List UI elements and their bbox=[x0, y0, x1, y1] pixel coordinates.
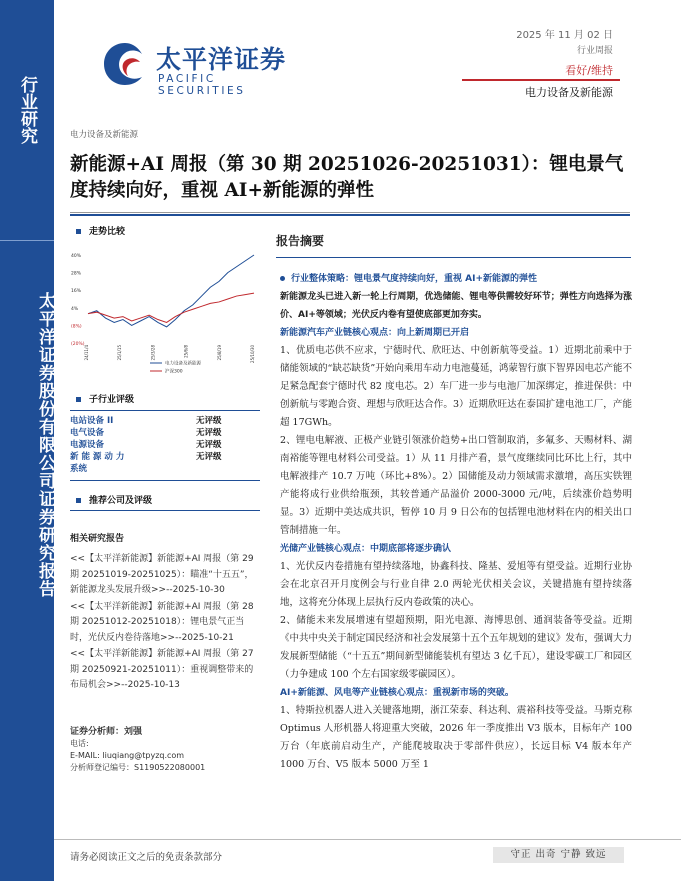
footer-disclaimer: 请务必阅读正文之后的免责条款部分 bbox=[70, 852, 223, 863]
related-reports-list bbox=[70, 552, 260, 695]
summary-heading: AI+新能源、风电等产业链核心观点：重视新市场的突破。 bbox=[280, 688, 514, 698]
y-axis-ticks bbox=[71, 253, 85, 347]
investment-rating: 看好/维持 bbox=[565, 64, 613, 77]
x-tick-label: 25/1/15 bbox=[117, 345, 123, 361]
chart-legend bbox=[150, 360, 201, 375]
footer-motto: 守正 出奇 宁静 致远 bbox=[493, 847, 624, 863]
title-rule bbox=[70, 212, 630, 213]
logo-name-cn: 太平洋证券 bbox=[156, 45, 287, 74]
legend-label: 沪深300 bbox=[165, 369, 183, 375]
x-tick-label: 25/8/19 bbox=[216, 345, 222, 361]
y-tick-label: (20%) bbox=[71, 342, 85, 347]
logo-name-en: PACIFIC SECURITIES bbox=[158, 73, 246, 97]
x-tick-label: 25/6/8 bbox=[183, 345, 189, 358]
analyst-name: 证券分析师：刘强 bbox=[70, 727, 143, 737]
summary-heading: 新能源汽车产业链核心观点：向上新周期已开启 bbox=[280, 328, 470, 338]
company-logo bbox=[100, 38, 300, 98]
header-red-rule bbox=[462, 79, 620, 81]
analyst-info bbox=[70, 726, 270, 774]
industry-row: 电站设备 II 无评级 bbox=[70, 416, 222, 426]
title-rule-thick bbox=[70, 214, 630, 216]
summary-paragraph: 1、优质电芯供不应求，宁德时代、欣旺达、中创新航等受益。1）近期北前乘中于储能领域的“缺芯缺货”开始向乘用车动力电池蔓延，鸿蒙智行旗下智界因电芯产能不足紧急配套宁德时代 82 度电芯。2）车厂进一步与电池厂加深绑定，推进保供：中创新航与零跑合资、理想与欣旺达合作。3）近期欣旺达在泰国扩建电池工厂，产能超 17GWh。 bbox=[280, 345, 632, 428]
summary-heading: 行业整体策略：锂电景气度持续向好，重视 AI+新能源的弹性 bbox=[280, 270, 632, 288]
x-tick-label: 24/11/4 bbox=[84, 345, 89, 361]
footer-rule bbox=[54, 839, 681, 840]
industry-row: 电源设备 无评级 bbox=[70, 440, 222, 450]
x-tick-label: 25/3/28 bbox=[150, 345, 156, 361]
related-report-link[interactable]: <<【太平洋新能源】新能源+AI 周报（第 29 期 20251019-20251025）：瞄准“十五五”，新能源龙头发展升级>>--2025-10-30 bbox=[70, 554, 254, 595]
stock-section-heading: 推荐公司及评级 bbox=[76, 493, 152, 506]
summary-body bbox=[280, 270, 632, 774]
bullet-icon bbox=[280, 276, 285, 281]
summary-paragraph: 1、光伏反内卷措施有望持续落地，协鑫科技、隆基、爱旭等有望受益。近期行业协会在北京召开月度例会与行业自律 2.0 两轮光伏相关会议，关键措施有望持续落地，这将充分体现上层执行反内卷政策的决心。 bbox=[280, 561, 632, 608]
report-type: 行业周报 bbox=[576, 46, 613, 56]
y-tick-label: 40% bbox=[71, 254, 82, 259]
industry-rating-table bbox=[70, 415, 260, 475]
series-line bbox=[88, 255, 254, 327]
summary-paragraph: 2、储能未来发展增速有望超预期，阳光电源、海博思创、通润装备等受益。近期《中共中央关于制定国民经济和社会发展第十五个五年规划的建议》发布，强调大力发展新型储能（“十五五”期间新型储能装机有望达 3 亿千瓦），建设零碳工厂和园区（力争建成 100 个左右国家级零碳园区）。 bbox=[280, 615, 632, 680]
trend-chart bbox=[70, 245, 260, 380]
summary-paragraph: 1、特斯拉机器人进入关键落地期，浙江荣泰、科达利、震裕科技等受益。马斯克称 Optimus 人形机器人将迎重大突破，2026 年一季度推出 V3 版本，目标年产 100 万台（年底前启动生产，产能爬坡取决于零部件供应），长远目标 V4 版本年产 1000 万台、V5 版本 5000 万至 1 bbox=[280, 705, 632, 770]
industry-section-heading: 子行业评级 bbox=[76, 392, 134, 405]
industry-rule-bottom bbox=[70, 480, 260, 481]
trend-section-heading: 走势比较 bbox=[76, 224, 125, 237]
legend-label: 电力设备及新能源 bbox=[165, 361, 201, 367]
header-sector: 电力设备及新能源 bbox=[525, 86, 613, 99]
section-square-icon bbox=[76, 397, 81, 402]
report-date: 2025 年 11 月 02 日 bbox=[516, 30, 613, 41]
analyst-license: 分析师登记编号：S1190522080001 bbox=[70, 763, 206, 772]
y-tick-label: 4% bbox=[71, 306, 79, 312]
report-title: 新能源+AI 周报（第 30 期 20251026-20251031）：锂电景气度持续向好，重视 AI+新能源的弹性 bbox=[70, 154, 624, 201]
industry-rule-top bbox=[70, 410, 260, 411]
sidebar-company-label: 太平洋证券股份有限公司证券研究报告 bbox=[35, 292, 55, 598]
summary-heading: 光储产业链核心观点：中期底部将逐步确认 bbox=[280, 544, 452, 554]
industry-row: 电气设备 无评级 bbox=[70, 428, 222, 438]
section-square-icon bbox=[76, 229, 81, 234]
sidebar-divider bbox=[0, 240, 54, 241]
y-tick-label: 28% bbox=[71, 271, 82, 277]
y-tick-label: 16% bbox=[71, 289, 82, 295]
sector-label: 电力设备及新能源 bbox=[70, 130, 139, 140]
stock-rule bbox=[70, 510, 260, 511]
analyst-email: E-MAIL: liuqiang@tpyzq.com bbox=[70, 751, 185, 760]
section-square-icon bbox=[76, 498, 81, 503]
y-tick-label: (8%) bbox=[71, 324, 82, 330]
sidebar-report-category: 行业研究 bbox=[17, 76, 37, 144]
related-reports-title: 相关研究报告 bbox=[70, 534, 125, 544]
x-tick-label: 25/10/30 bbox=[250, 345, 255, 363]
summary-paragraph: 2、锂电电解液、正极产业链引领涨价趋势+出口管制取消，多氟多、天赐材料、湖南裕能等锂电材料公司受益。1）从 11 月排产看，景气度继续同比环比上行，其中电解液排产 10.7 万吨（环比+8%）。2）国储能及动力领域需求激增，高压实铁锂产能将成行业供给瓶颈，其较普通产品溢价 2000-3000 元/吨，后续涨价趋势明显。3）近期中美达成共识，暂停 10 月 9 日公布的包括锂电池材料在内的相关出口管制措施一年。 bbox=[280, 435, 632, 536]
logo-emblem-icon bbox=[100, 40, 150, 90]
summary-title: 报告摘要 bbox=[276, 234, 325, 248]
series-line bbox=[88, 293, 254, 322]
summary-rule bbox=[276, 257, 631, 258]
x-axis-ticks bbox=[84, 345, 255, 363]
summary-paragraph: 新能源龙头已进入新一轮上行周期，优选储能、锂电等供需较好环节；弹性方向选择为涨价、AI+等领域；光伏反内卷有望使底部更加夯实。 bbox=[280, 292, 632, 320]
related-report-link[interactable]: <<【太平洋新能源】新能源+AI 周报（第 27 期 20250921-20251011）：重视调整带来的布局机会>>--2025-10-13 bbox=[70, 649, 254, 690]
analyst-phone: 电话: bbox=[70, 739, 89, 748]
chart-series bbox=[88, 255, 254, 327]
related-report-link[interactable]: <<【太平洋新能源】新能源+AI 周报（第 28 期 20251012-20251018）：锂电景气正当时，光伏反内卷待落地>>--2025-10-21 bbox=[70, 601, 254, 643]
industry-row: 系统 bbox=[70, 464, 88, 474]
industry-row: 新 能 源 动 力 无评级 bbox=[70, 452, 222, 462]
